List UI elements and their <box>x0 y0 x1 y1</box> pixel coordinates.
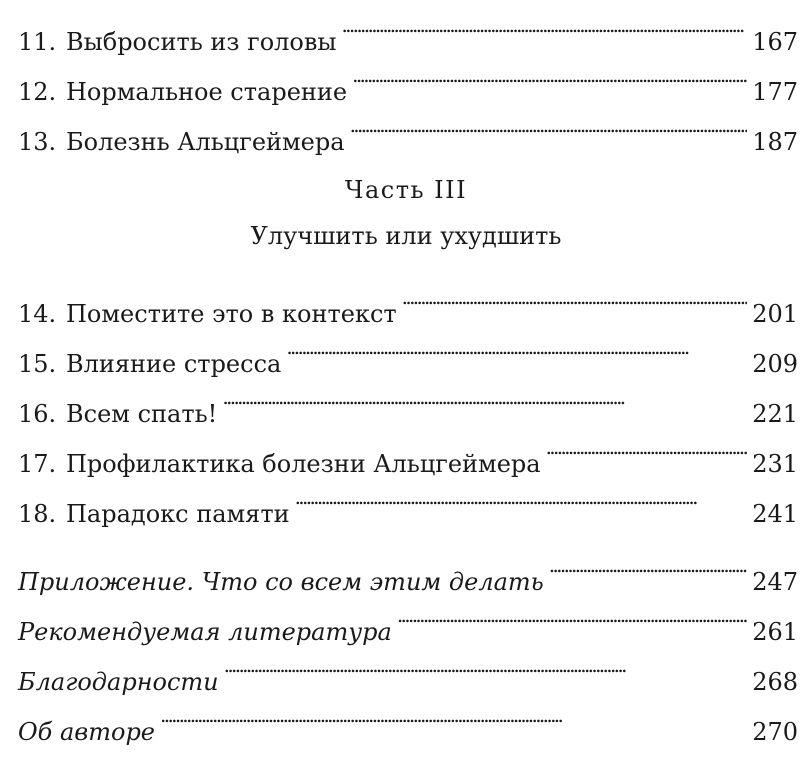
dot-leader <box>224 640 748 690</box>
dot-leader <box>222 372 747 422</box>
toc-entry-title: Выбросить из головы <box>66 28 337 56</box>
toc-entry-number: 13. <box>18 128 57 156</box>
toc-entry-title: Благодарности <box>18 668 219 696</box>
toc-entry-page: 268 <box>752 668 798 696</box>
toc-entry[interactable] <box>18 100 798 156</box>
toc-entry-page: 177 <box>752 78 798 106</box>
toc-entry-number: 11. <box>18 28 57 56</box>
dot-leader <box>397 590 747 640</box>
toc-entry-title: Приложение. Что со всем этим делать <box>18 568 544 596</box>
toc-entry-number: 12. <box>18 78 57 106</box>
toc-entry[interactable] <box>18 322 798 378</box>
toc-entry[interactable] <box>18 272 798 328</box>
dot-leader <box>160 690 747 740</box>
toc-entry-title: Влияние стресса <box>66 350 282 378</box>
toc-entry-page: 247 <box>752 568 798 596</box>
dot-leader <box>352 50 747 100</box>
toc-entry[interactable] <box>18 540 798 596</box>
toc-entry-title: Всем спать! <box>66 400 218 428</box>
toc-entry[interactable] <box>18 0 798 56</box>
dot-leader <box>286 322 747 372</box>
toc-entry[interactable] <box>18 422 798 478</box>
toc-entry-number: 16. <box>18 400 57 428</box>
toc-entry-title: Нормальное старение <box>66 78 348 106</box>
toc-entry-title: Поместите это в контекст <box>66 300 397 328</box>
toc-entry-page: 241 <box>752 500 798 528</box>
toc-entry-title: Болезнь Альцгеймера <box>66 128 345 156</box>
toc-entry-number: 15. <box>18 350 57 378</box>
dot-leader <box>295 472 748 522</box>
toc-entry[interactable] <box>18 372 798 428</box>
toc-top-group <box>18 0 798 156</box>
toc-entry-number: 14. <box>18 300 57 328</box>
dot-leader <box>549 540 747 590</box>
toc-entry-page: 231 <box>752 450 798 478</box>
toc-entry-page: 261 <box>752 618 798 646</box>
toc-entry-number: 17. <box>18 450 57 478</box>
toc-entry[interactable] <box>18 472 798 528</box>
toc-entry[interactable] <box>18 590 798 646</box>
toc-entry-page: 201 <box>752 300 798 328</box>
dot-leader <box>350 100 748 150</box>
toc-entry-title: Профилактика болезни Альцгеймера <box>66 450 541 478</box>
toc-entry[interactable] <box>18 690 798 746</box>
toc-entry-number: 18. <box>18 500 57 528</box>
toc-entry-page: 167 <box>752 28 798 56</box>
toc-entry[interactable] <box>18 640 798 696</box>
toc-back-matter-group <box>18 540 798 746</box>
dot-leader <box>546 422 748 472</box>
toc-part-group <box>18 272 798 528</box>
toc-entry-page: 187 <box>752 128 798 156</box>
dot-leader <box>341 0 747 50</box>
part-title: Улучшить или ухудшить <box>250 222 562 250</box>
part-label: Часть III <box>344 176 468 204</box>
dot-leader <box>402 272 748 322</box>
toc-entry-title: Парадокс памяти <box>66 500 290 528</box>
toc-entry-page: 221 <box>752 400 798 428</box>
toc-entry-page: 270 <box>752 718 798 746</box>
toc-entry-title: Рекомендуемая литература <box>18 618 392 646</box>
toc-entry[interactable] <box>18 50 798 106</box>
toc-entry-page: 209 <box>752 350 798 378</box>
toc-entry-title: Об авторе <box>18 718 156 746</box>
